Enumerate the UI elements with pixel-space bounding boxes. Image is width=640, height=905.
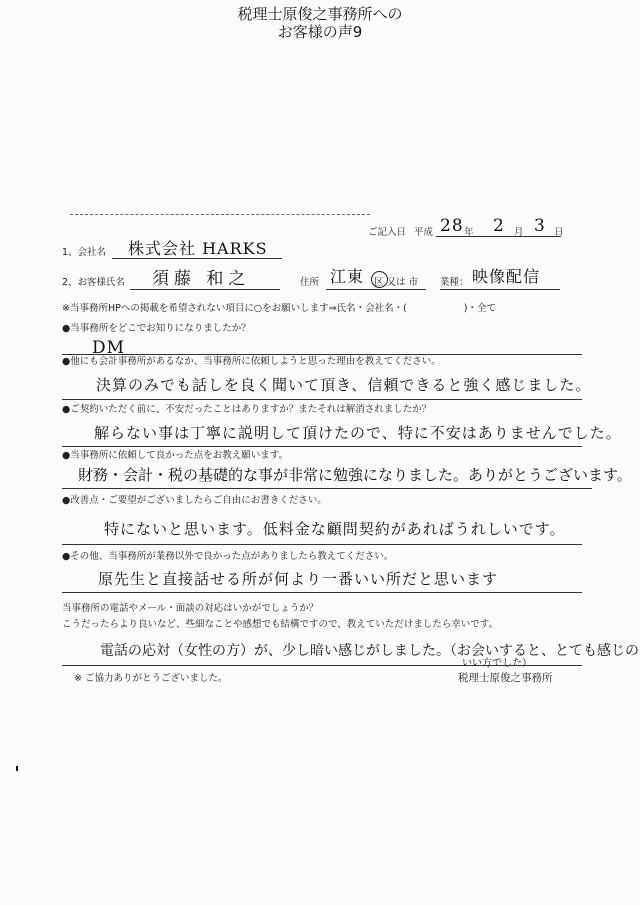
company-label: 1、会社名 bbox=[62, 247, 107, 258]
scan-line bbox=[70, 214, 370, 215]
answer-4: 財務・会計・税の基礎的な事が非常に勉強になりました。ありがとうございます。 bbox=[78, 466, 632, 484]
page-title-line1: 税理士原俊之事務所への bbox=[237, 5, 403, 23]
date-year-unit: 年 bbox=[464, 227, 474, 238]
answer-3: 解らない事は丁寧に説明して頂けたので、特に不安はありませんでした。 bbox=[94, 424, 622, 442]
address-value: 江東 bbox=[330, 267, 365, 286]
address-suffix: 区 又は 市 bbox=[374, 277, 419, 288]
date-month: 2 bbox=[493, 216, 505, 236]
company-underline bbox=[112, 258, 282, 259]
date-day: 3 bbox=[534, 216, 546, 236]
page-title-line2: お客様の声9 bbox=[277, 23, 363, 41]
closing-answer-line bbox=[62, 665, 582, 666]
publication-notice: ※当事務所HPへの掲載を希望されない項目に○をお願いします⇒氏名・会社名・( )・全て bbox=[62, 303, 496, 314]
company-value: 株式会社 HARKS bbox=[128, 239, 268, 258]
date-year: 28 bbox=[440, 216, 464, 236]
closing-answer: 電話の応対（女性の方）が、少し暗い感じがしました。（お会いすると、とても感じの bbox=[100, 643, 639, 659]
ward-circle-mark bbox=[371, 271, 388, 288]
question-5: ●改善点・ご要望がございましたらご自由にお書きください。 bbox=[62, 495, 327, 506]
name-underline bbox=[130, 289, 280, 290]
date-label: ご記入日 bbox=[368, 227, 407, 238]
answer-4-line bbox=[62, 488, 592, 489]
industry-value: 映像配信 bbox=[472, 267, 541, 286]
scan-speck bbox=[16, 766, 18, 771]
thanks-note: ※ ご協力ありがとうございました。 bbox=[74, 673, 228, 684]
industry-underline bbox=[440, 289, 560, 290]
question-4: ●当事務所に依頼して良かった点をお教え願います。 bbox=[62, 450, 289, 461]
closing-answer-cont: いい方でした） bbox=[462, 658, 532, 669]
date-month-unit: 月 bbox=[514, 227, 524, 238]
date-underline bbox=[436, 236, 561, 237]
date-era: 平成 bbox=[414, 227, 434, 238]
answer-1: DM bbox=[92, 338, 126, 358]
question-6: ●その他、当事務所が業務以外で良かった点がありましたら教えてください。 bbox=[62, 551, 394, 562]
answer-6-line bbox=[62, 592, 582, 593]
answer-6: 原先生と直接話せる所が何より一番いい所だと思います bbox=[98, 570, 499, 588]
address-label: 住所 bbox=[300, 277, 320, 288]
address-underline bbox=[326, 289, 426, 290]
answer-5: 特にないと思います。低料金な顧問契約があればうれしいです。 bbox=[104, 520, 566, 538]
answer-2: 決算のみでも話しを良く聞いて頂き、信頼できると強く感じました。 bbox=[96, 376, 592, 394]
name-value: 須藤 和之 bbox=[152, 269, 251, 289]
closing-question-line2: こうだったらより良いなど、些細なことや感想でも結構ですので、教えていただけましたら幸いです。 bbox=[62, 619, 499, 630]
name-label: 2、お客様氏名 bbox=[62, 277, 126, 288]
answer-5-line bbox=[62, 544, 582, 545]
answer-2-line bbox=[62, 399, 582, 400]
question-3: ●ご契約いただく前に、不安だったことはありますか？またそれは解消されましたか？ bbox=[62, 404, 432, 415]
question-1: ●当事務所をどこでお知りになりましたか？ bbox=[62, 323, 251, 334]
industry-label: 業種： bbox=[440, 277, 469, 288]
question-2: ●他にも会計事務所があるなか、当事務所に依頼しようと思った理由を教えてください。 bbox=[62, 356, 441, 367]
date-day-unit: 日 bbox=[554, 227, 564, 238]
office-name: 税理士原俊之事務所 bbox=[458, 672, 553, 684]
closing-question-line1: 当事務所の電話やメール・面談の対応はいかがでしょうか？ bbox=[62, 603, 319, 614]
